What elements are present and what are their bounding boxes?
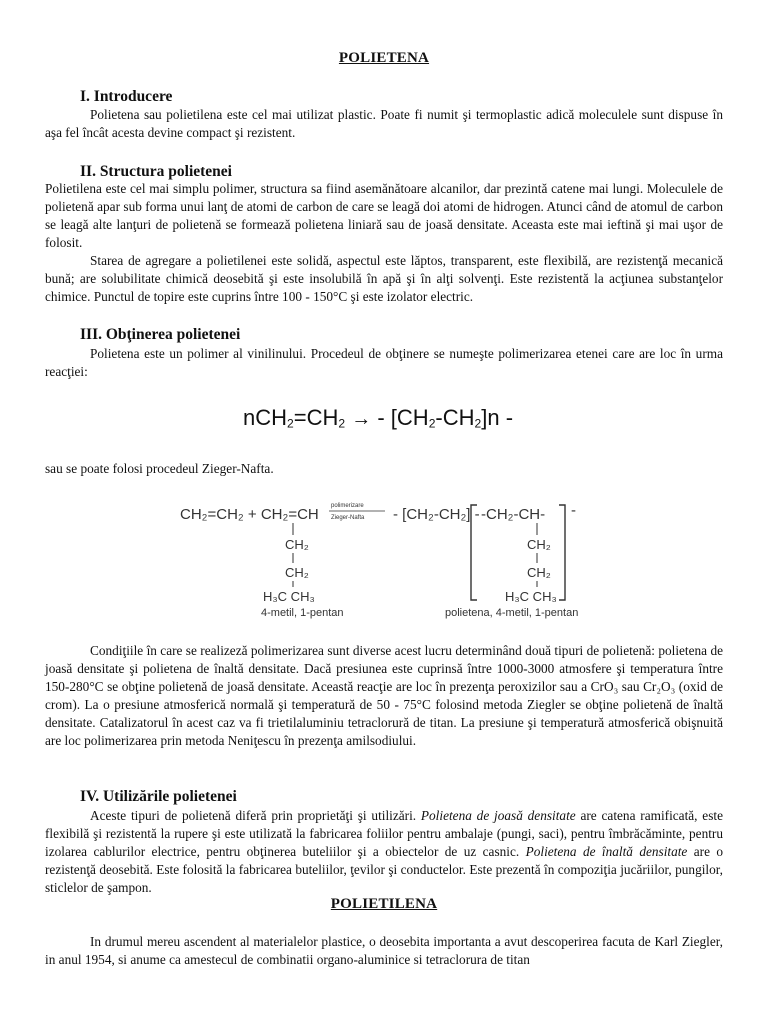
second-title: POLIETILENA	[330, 896, 438, 912]
eq-right-a: - [CH	[377, 405, 429, 430]
right-ch2-a: CH₂	[527, 537, 551, 552]
paragraph-second	[45, 933, 723, 969]
paragraph-structure-2-text: Starea de agregare a polietilenei este solidă, aspectul este lăptos, transparent, este flexibilă, are rezistenţă mecanică bună; are solubilitate chimică deosebită şi este insolubilă în apă şi în alţi solvenţi. Este rezistentă la acţiunea substanţelor chimice. Punctul de topire este cuprins între 100 - 150°C şi este izolator electric.	[45, 253, 723, 304]
eq2-mid: - [CH₂-CH₂] -	[393, 506, 480, 523]
right-label: polietena, 4-metil, 1-pentan	[445, 607, 579, 619]
eq2-cond-top: polimerizare	[331, 503, 364, 509]
right-h3c-ch3: H₃C CH₃	[505, 589, 557, 604]
paragraph-obtaining-2: sau se poate folosi procedeul Zieger-Nafta.	[45, 461, 274, 476]
eq-right-c: ]n -	[481, 405, 514, 430]
heading-structure: II. Structura polietenei	[80, 163, 232, 180]
eq-right-b: -CH	[435, 405, 475, 430]
eq-left-2: =CH	[293, 405, 339, 430]
paragraph-uses	[45, 807, 723, 897]
left-label: 4-metil, 1-pentan	[261, 607, 344, 619]
heading-uses: IV. Utilizările polietenei	[80, 788, 237, 805]
uses-text-c: are o rezistenţă deosebită. Este folosită la fabricarea buteliilor, ţevilor şi conductelor. Este prezentă în compoziţia jucăriilor, pungilor, sticlelor de şampon.	[45, 844, 724, 895]
eq-sub: 2	[428, 416, 436, 431]
eq2-end-dash: -	[571, 502, 576, 519]
uses-em-high-density: Polietena de înaltă densitate	[525, 844, 688, 859]
eq-sub: 2	[338, 416, 346, 431]
eq2-lhs: CH₂=CH₂ + CH₂=CH	[180, 506, 319, 523]
eq-sub: 2	[287, 416, 294, 431]
paragraph-intro-text: Polietena sau polietilena este cel mai utilizat plastic. Poate fi numit şi termoplastic adică moleculele sunt dispuse în aşa fel încât acesta devine compact şi rezistent.	[45, 107, 723, 140]
eq2-cond-bot: Zieger-Nafta	[331, 515, 365, 521]
heading-obtaining: III. Obţinerea polietenei	[80, 326, 241, 343]
eq-left: nCH	[243, 405, 288, 430]
left-ch2-a: CH₂	[285, 537, 309, 552]
eq2-unit: -CH₂-CH-	[481, 506, 546, 523]
eq-sub: 2	[474, 416, 482, 431]
paragraph-obtaining-1-text: Polietena este un polimer al vinilinului. Procedeul de obţinere se numeşte polimerizarea etenei care are loc în urma reacţiei:	[45, 346, 723, 379]
paragraph-second-text: In drumul mereu ascendent al materialelor plastice, o deosebita importanta a avut descoperirea facuta de Karl Ziegler, in anul 1954, si anume ca amestecul de combinatii organo-aluminice si tetraclorura de titan	[45, 934, 723, 967]
bracket-right-icon	[559, 505, 565, 600]
paragraph-obtaining-3-text: Condiţiile în care se realizeză polimerizarea sunt diverse acest lucru determinând două tipuri de polietenă: polietena de joasă densitate şi polietena de înaltă densitate. Dacă presiunea este cuprinsă între 1000-3000 atmosfere şi temperatura între 150-280°C se obţine polietenă de joasă densitate. Această reacţie are loc în prezenţa peroxizilor sau a CrO₃ sau Cr₂O₃ (oxid de crom). La o presiune atmosferică normală şi temperatură de 50 - 75°C folosind metoda Ziegler se obţine polietenă de înaltă densitate. Catalizatorul în acest caz va fi trietilaluminiu tetraclorură de titan. La presiune şi temperatură atmosferică obişnuită are loc polimerizarea prin metoda Neniţescu în prezenţa amilsodiului.	[45, 643, 723, 748]
uses-text-b: are catena ramificată, este flexibilă şi rezistentă la rupere şi este utilizată la fabricarea foliilor pentru ambalaje (pungi, saci), pentru îmbrăcăminte, pentru izolarea cablurilor electrice, pentru obţinerea buteliilor şi a obiectelor de uz casnic.	[45, 808, 723, 859]
paragraph-intro	[45, 106, 723, 142]
paragraph-obtaining-3	[45, 642, 723, 750]
uses-text-a: Aceste tipuri de polietenă diferă prin proprietăţi şi utilizări.	[90, 808, 421, 823]
paragraph-structure-1: Polietilena este cel mai simplu polimer, structura sa fiind asemănătoare alcanilor, dar prezintă catene mai lungi. Moleculele de polietenă apar sub forma unui lanţ de atomi de carbon de care se leagă doi atomi de hidrogen. Atunci când de atomul de carbon se leagă alte lanţuri de polietenă se formează polietena liniară sau de joasă densitate. Aceasta este mai ieftină şi mai uşor de folosit.	[45, 181, 723, 250]
heading-intro: I. Introducere	[80, 88, 173, 105]
right-ch2-b: CH₂	[527, 565, 551, 580]
left-ch2-b: CH₂	[285, 565, 309, 580]
paragraph-structure-2	[45, 252, 723, 306]
arrow-icon: →	[351, 408, 372, 430]
left-h3c-ch3: H₃C CH₃	[263, 589, 315, 604]
paragraph-obtaining-1	[45, 345, 723, 381]
uses-em-low-density: Polietena de joasă densitate	[420, 808, 576, 823]
equation-polymerization	[243, 405, 513, 431]
ziegler-reaction-diagram	[175, 495, 595, 625]
page-title: POLIETENA	[338, 50, 430, 66]
